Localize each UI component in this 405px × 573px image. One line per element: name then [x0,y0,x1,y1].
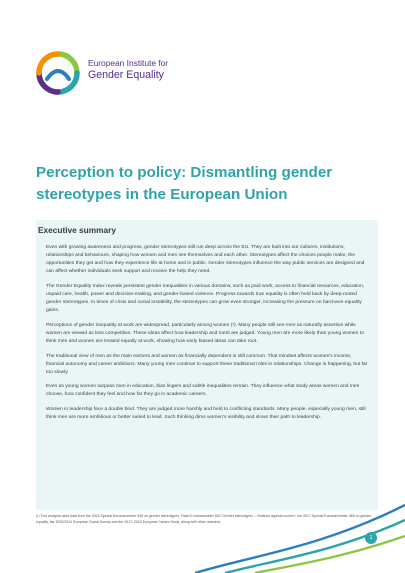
page-number-badge: 1 [365,532,377,544]
document-title: Perception to policy: Dismantling gender stereotypes in the European Union [36,164,333,203]
summary-paragraph: Perceptions of gender inequality at work are widespread, particularly among women (¹). Many people still see men as naturally assertive while women are viewed as less competitive. These ideas affect how leadership and merit are judged. Young men are more likely than young women to think men and women are treated equally at work, showing how early biased ideas can take root. [46,322,364,344]
executive-summary-heading: Executive summary [38,225,116,235]
summary-paragraph: Even with growing awareness and progress, gender stereotypes still run deep across the EU. They are built into our cultures, institutions, relationships and behaviours, shaping how women and men see themselves and each other. Stereotypes affect the choices people make, the opportunities they get and how they experience life at home and in public. Gender stereotypes influence the way public services are designed and can affect whether individuals seek support and receive the help they need. [46,245,365,275]
summary-paragraph: Even as young women surpass men in education, bias lingers and subtle inequalities remain. They influence what study areas women and men choose, how confident they feel and how far they go in academic careers. [46,384,360,398]
summary-paragraph: The Gender Equality Index reveals persistent gender inequalities in various domains, such as paid work, access to financial resources, education, unpaid care, health, power and decision-making, and gender-based violence. Progress towards true equality is often held back by deep-rooted gender stereotypes. In times of crisis and social instability, the stereotypes can grow even stronger, increasing the pressure on hard-won equality gains. [46,283,365,314]
summary-paragraph: The traditional view of men as the main earners and women as financially dependent is still common. That mindset affects women's income, financial autonomy and career ambitions. Many young men continue to support these traditional roles in relationships. Change is happening, but far too slowly. [46,353,368,375]
logo-org-line1: European Institute for [88,58,169,68]
logo-org-line2: Gender Equality [88,68,164,81]
summary-paragraph: Women in leadership face a double bind. They are judged more harshly and held to conflicting standards. Many people, especially young men, still think men are more ambitious or better suited to lead. Such thinking dims women's visibility and slows their path to leadership. [46,407,366,421]
footnote: (¹) This analysis used data from the 2024 Special Eurobarometer 545 on gender stereotypes, Flash Eurobarometer 544 'Gender stereotypes – Violence against women', the 2017 Special Eurobarometer 465 on gender equality, the 2023/2024 European Social Survey and the 2017–2022 European Values Study, along with other research. [36,514,372,524]
